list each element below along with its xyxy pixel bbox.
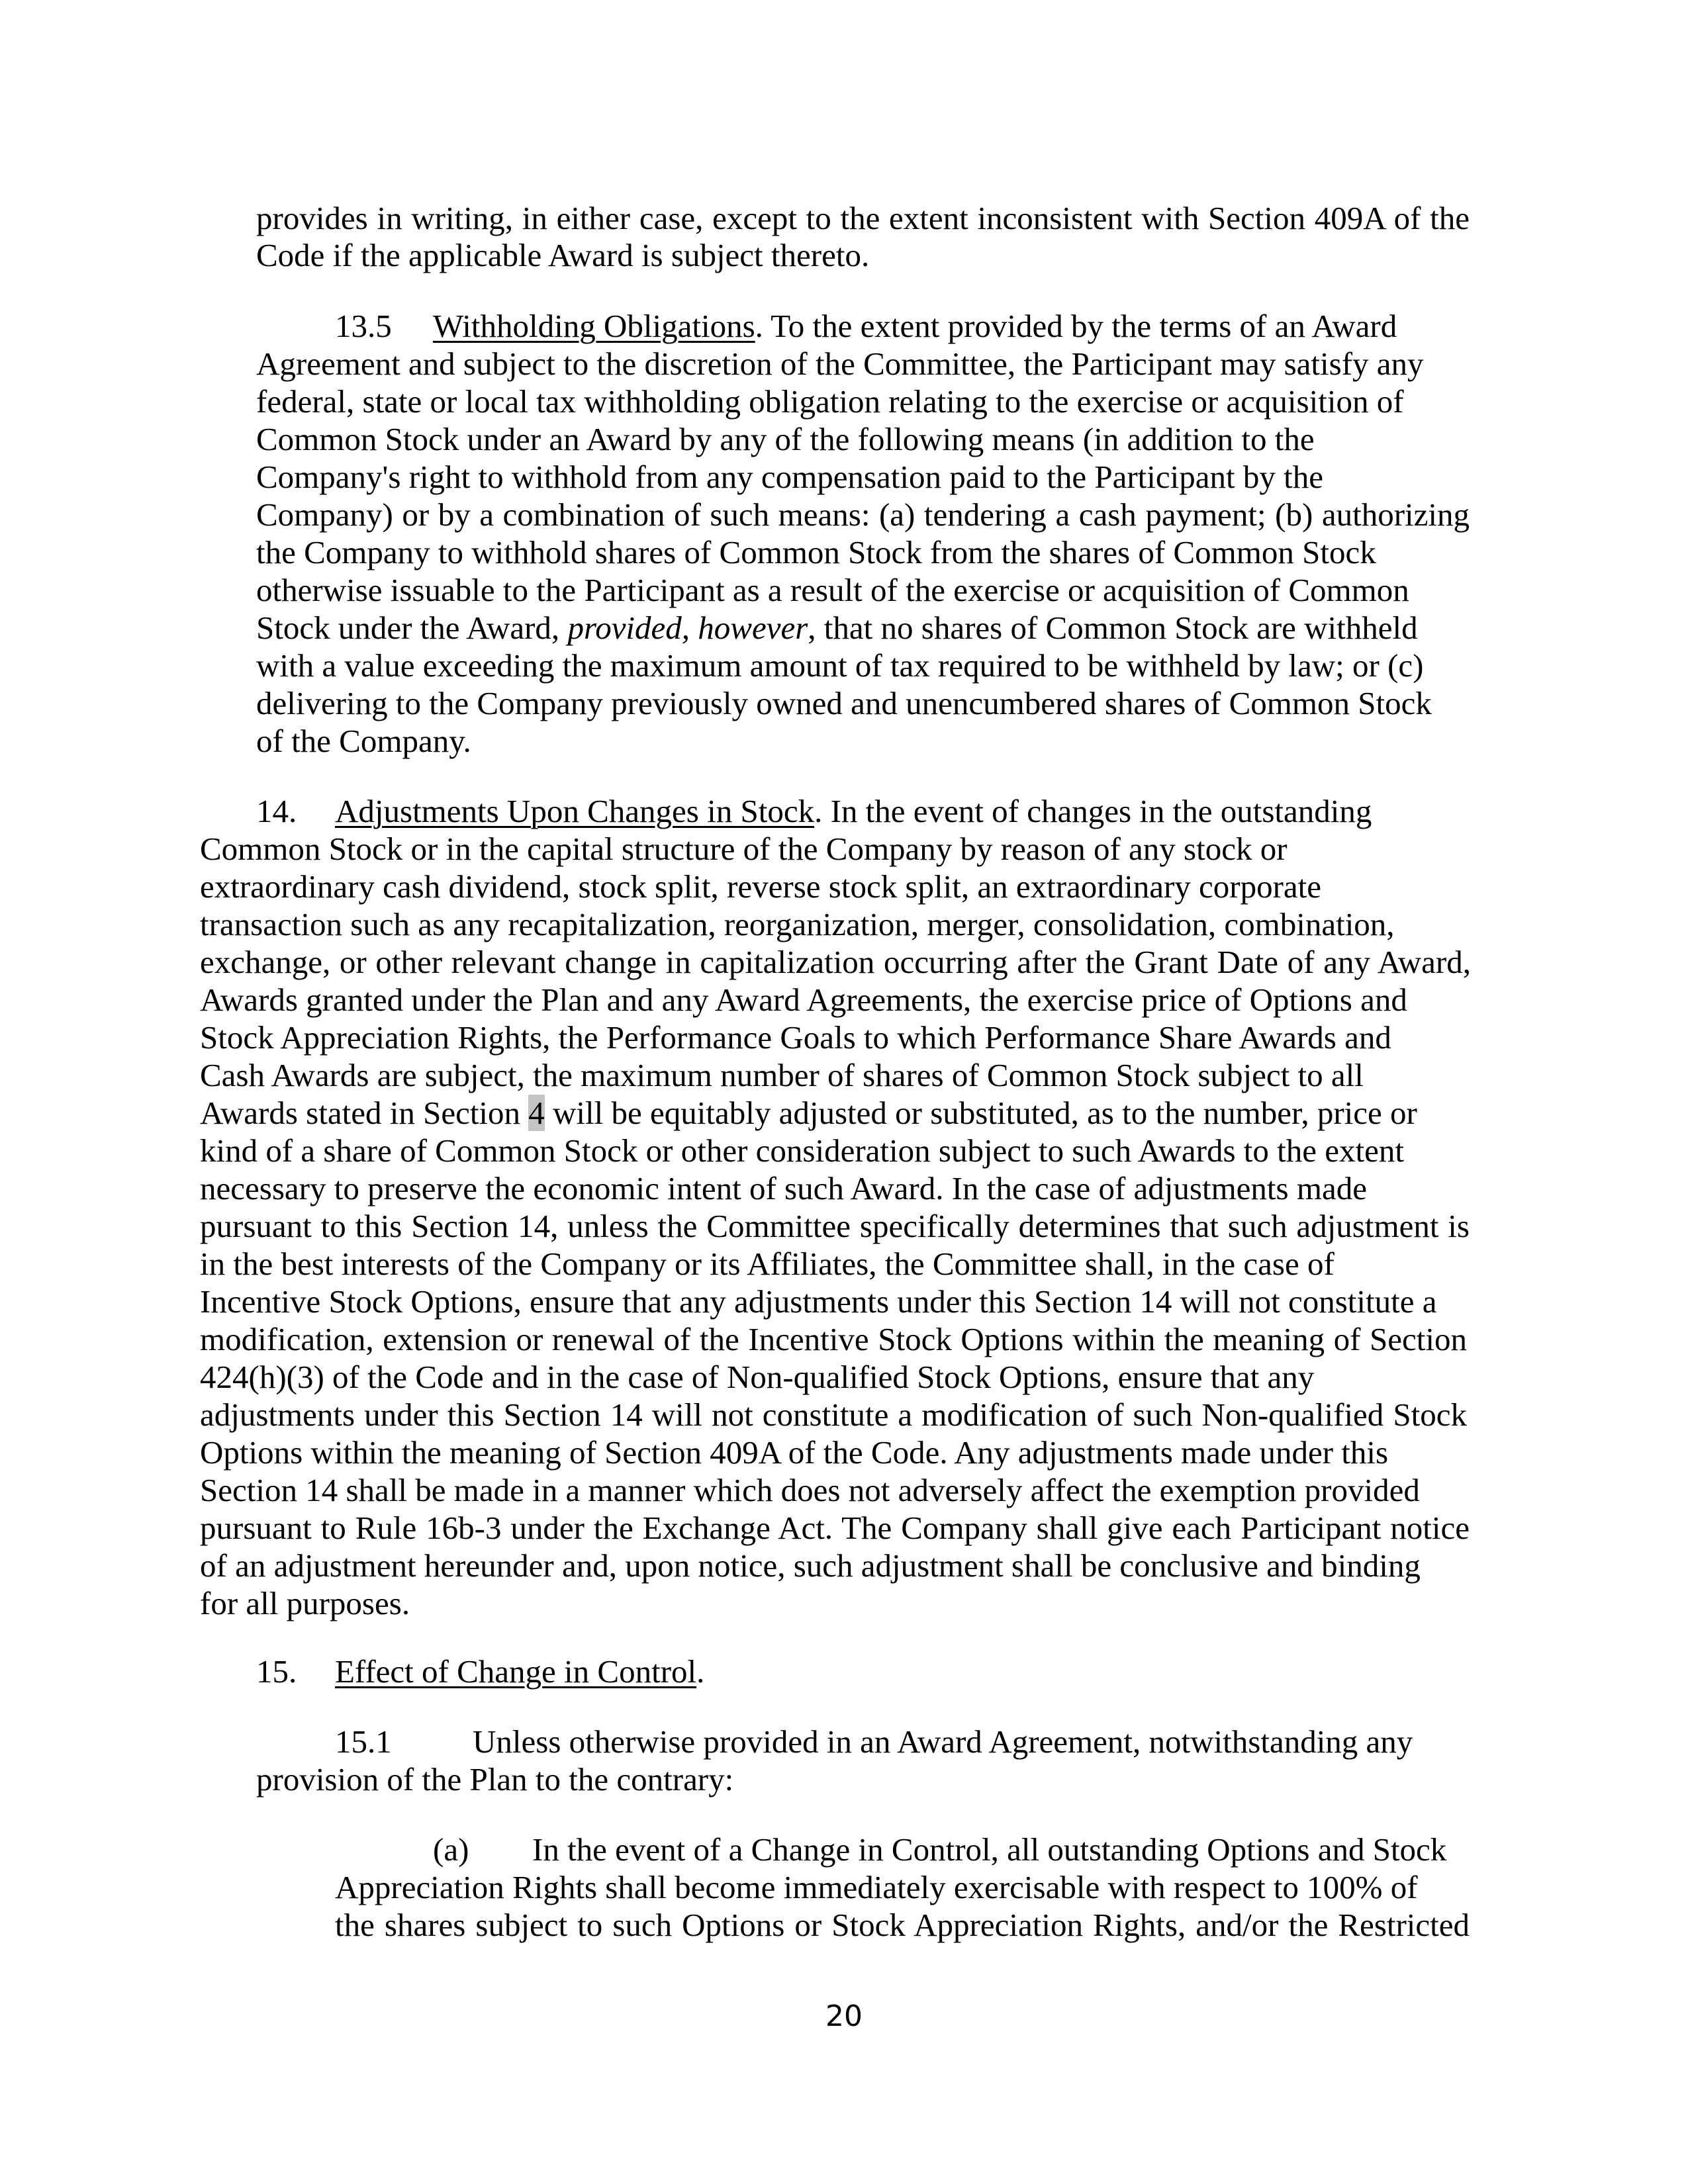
section-heading: Effect of Change in Control: [335, 1653, 697, 1690]
section-heading-line: [335, 792, 1372, 830]
text-line: Common Stock under an Award by any of the following means (in addition to the: [256, 421, 1315, 457]
text-line: federal, state or local tax withholding obligation relating to the exercise or acquisition of: [256, 383, 1404, 420]
section-number: 15.1: [335, 1723, 392, 1760]
text-fragment: , that no shares of Common Stock are withheld: [808, 610, 1418, 646]
section-heading-line: [433, 307, 1397, 345]
text-line: modification, extension or renewal of the Incentive Stock Options within the meaning of Section: [200, 1321, 1467, 1357]
text-line: Company's right to withhold from any compensation paid to the Participant by the: [256, 459, 1323, 495]
text-line: transaction such as any recapitalization, reorganization, merger, consolidation, combination,: [200, 906, 1395, 942]
section-number: 15.: [256, 1653, 297, 1690]
text-line: Unless otherwise provided in an Award Agreement, notwithstanding any: [473, 1723, 1413, 1760]
highlighted-section-reference[interactable]: 4: [528, 1095, 545, 1131]
text-line: pursuant to this Section 14, unless the Committee specifically determines that such adjustment is: [200, 1208, 1470, 1244]
text-fragment: . To the extent provided by the terms of an Award: [755, 308, 1397, 344]
text-fragment: Stock under the Award,: [256, 610, 568, 646]
text-line: Options within the meaning of Section 409A of the Code. Any adjustments made under this: [200, 1434, 1389, 1471]
text-line: [200, 1094, 1417, 1132]
text-line: Agreement and subject to the discretion of the Committee, the Participant may satisfy any: [256, 345, 1424, 382]
text-line: the shares subject to such Options or Stock Appreciation Rights, and/or the Restricted: [335, 1907, 1470, 1943]
section-number: 14.: [256, 793, 297, 829]
text-line: delivering to the Company previously owned and unencumbered shares of Common Stock: [256, 685, 1432, 721]
text-line: [256, 609, 1418, 647]
text-line: Stock Appreciation Rights, the Performance Goals to which Performance Share Awards and: [200, 1019, 1391, 1056]
text-line: Cash Awards are subject, the maximum number of shares of Common Stock subject to all: [200, 1057, 1364, 1093]
text-fragment: . In the event of changes in the outstanding: [814, 793, 1372, 829]
text-line: provision of the Plan to the contrary:: [256, 1761, 734, 1797]
text-line: of an adjustment hereunder and, upon notice, such adjustment shall be conclusive and binding: [200, 1547, 1421, 1584]
text-line: for all purposes.: [200, 1585, 410, 1621]
text-fragment: Awards stated in Section: [200, 1095, 529, 1131]
section-number: 13.5: [335, 308, 392, 344]
italic-text: provided, however: [567, 610, 808, 646]
text-line: exchange, or other relevant change in capitalization occurring after the Grant Date of any Award,: [200, 944, 1471, 980]
text-line: adjustments under this Section 14 will not constitute a modification of such Non-qualified Stock: [200, 1396, 1467, 1433]
text-line: of the Company.: [256, 723, 471, 759]
text-line: Company) or by a combination of such means: (a) tendering a cash payment; (b) authorizing: [256, 496, 1470, 533]
text-line: provides in writing, in either case, except to the extent inconsistent with Section 409A of the: [256, 200, 1470, 236]
text-line: Awards granted under the Plan and any Award Agreements, the exercise price of Options and: [200, 981, 1407, 1018]
text-line: the Company to withhold shares of Common Stock from the shares of Common Stock: [256, 534, 1376, 570]
page-number: 20: [825, 1999, 863, 2033]
text-line: Common Stock or in the capital structure of the Company by reason of any stock or: [200, 831, 1288, 867]
text-line: in the best interests of the Company or its Affiliates, the Committee shall, in the case of: [200, 1246, 1335, 1282]
section-heading: Adjustments Upon Changes in Stock: [335, 793, 815, 829]
subsection-label: (a): [433, 1831, 469, 1868]
text-line: otherwise issuable to the Participant as a result of the exercise or acquisition of Common: [256, 572, 1409, 608]
text-fragment: .: [696, 1653, 705, 1690]
text-line: Incentive Stock Options, ensure that any adjustments under this Section 14 will not constitute a: [200, 1283, 1437, 1320]
text-line: extraordinary cash dividend, stock split, reverse stock split, an extraordinary corporate: [200, 868, 1322, 905]
text-fragment: will be equitably adjusted or substituted, as to the number, price or: [544, 1095, 1417, 1131]
text-line: necessary to preserve the economic intent of such Award. In the case of adjustments made: [200, 1170, 1367, 1206]
text-line: Appreciation Rights shall become immediately exercisable with respect to 100% of: [335, 1869, 1418, 1905]
text-line: with a value exceeding the maximum amount of tax required to be withheld by law; or (c): [256, 647, 1424, 684]
section-heading-line: [335, 1653, 704, 1690]
text-line: kind of a share of Common Stock or other consideration subject to such Awards to the extent: [200, 1132, 1405, 1169]
text-line: 424(h)(3) of the Code and in the case of Non-qualified Stock Options, ensure that any: [200, 1359, 1315, 1395]
text-line: Code if the applicable Award is subject thereto.: [256, 237, 870, 273]
text-line: Section 14 shall be made in a manner which does not adversely affect the exemption provided: [200, 1472, 1420, 1508]
section-heading: Withholding Obligations: [433, 308, 755, 344]
text-line: In the event of a Change in Control, all outstanding Options and Stock: [532, 1831, 1447, 1868]
text-line: pursuant to Rule 16b-3 under the Exchange Act. The Company shall give each Participant notice: [200, 1510, 1470, 1546]
